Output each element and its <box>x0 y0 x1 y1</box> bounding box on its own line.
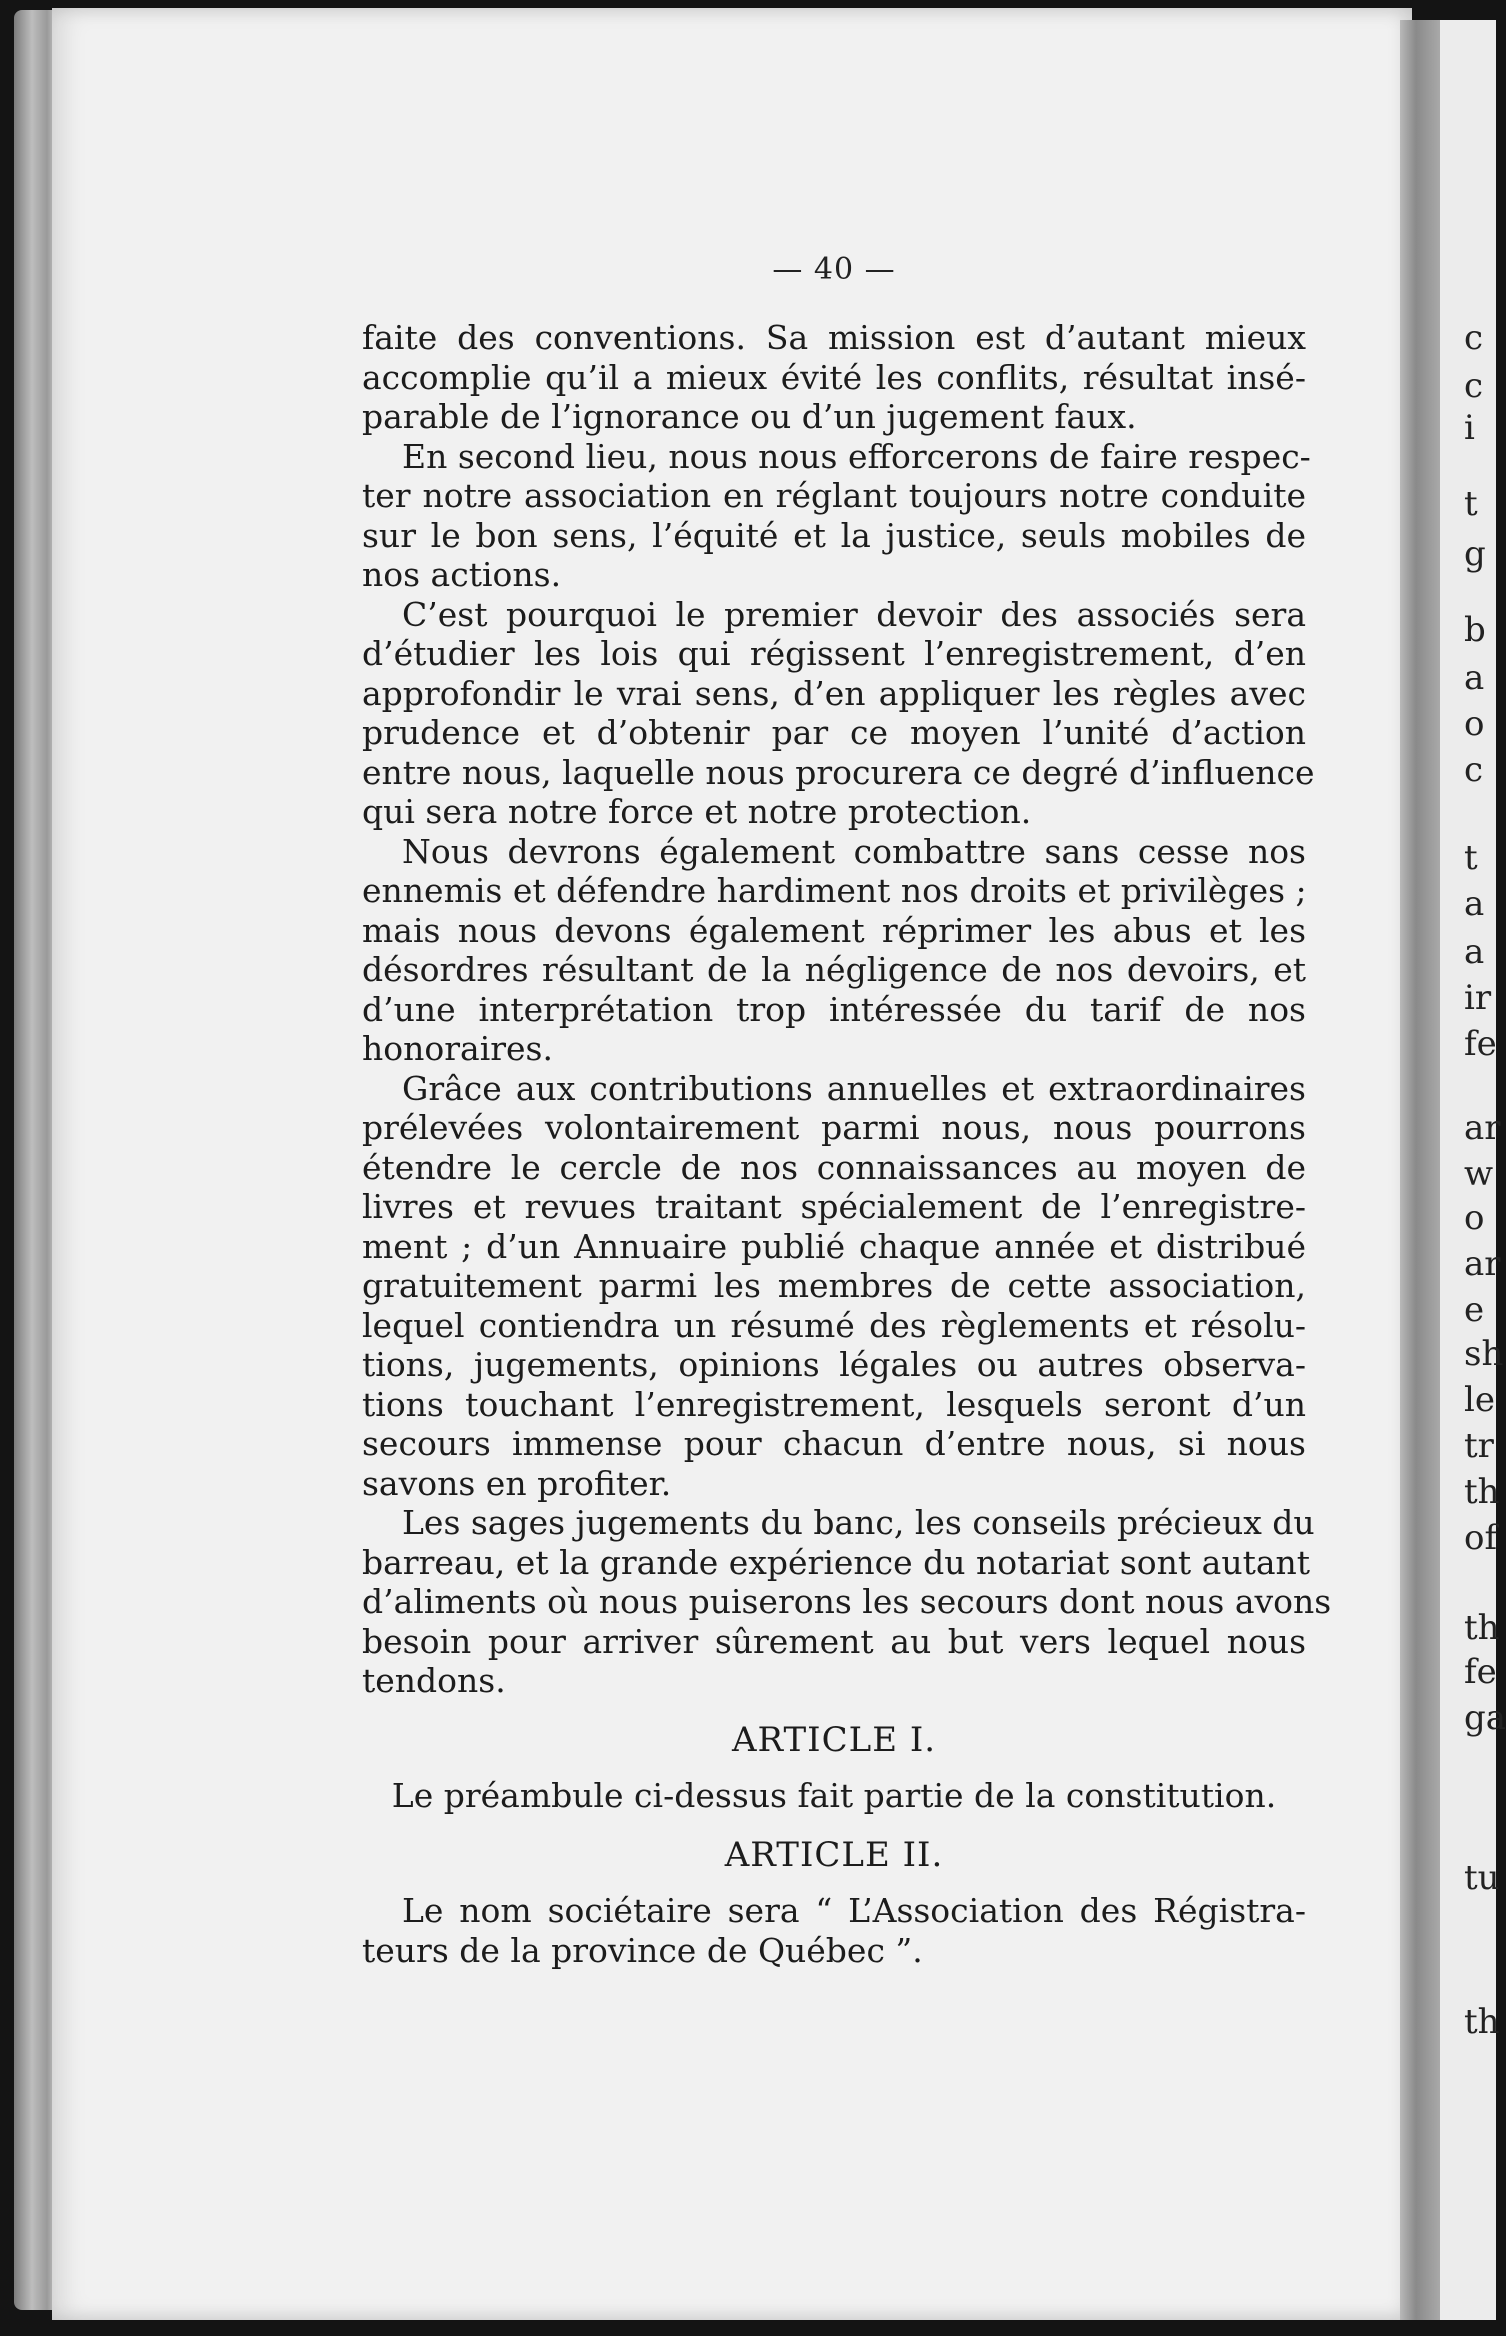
article-2-heading: ARTICLE II. <box>724 1834 944 1875</box>
text-line: barreau, et la grande expérience du notariat sont autant <box>362 1542 1311 1582</box>
text-line: teurs de la province de Québec ”. <box>362 1930 923 1970</box>
text-line: ennemis et défendre hardiment nos droits et privilèges ; <box>362 871 1307 910</box>
text-line: prudence et d’obtenir par ce moyen l’unité d’action <box>362 713 1306 752</box>
article-1-text: Le préambule ci-dessus fait partie de la constitution. <box>391 1776 1277 1815</box>
text-line: besoin pour arriver sûrement au but vers lequel nous <box>362 1621 1306 1661</box>
facing-page-letter: tr <box>1464 1426 1494 1466</box>
facing-page-letter: ar <box>1464 1244 1501 1284</box>
facing-page-letter: of <box>1464 1518 1498 1558</box>
article-1-heading: ARTICLE I. <box>731 1719 937 1760</box>
facing-page-letter: ga <box>1464 1698 1506 1738</box>
facing-page-letter: sh <box>1464 1334 1504 1374</box>
preamble-paragraphs <box>362 318 1332 1701</box>
facing-page-letter: c <box>1464 750 1484 790</box>
facing-page-letter: ir <box>1464 978 1492 1018</box>
facing-page-letter: c <box>1464 366 1484 406</box>
text-line: Grâce aux contributions annuelles et extraordinaires <box>402 1068 1306 1108</box>
facing-page-letter: th <box>1464 2002 1500 2042</box>
text-line: d’une interprétation trop intéressée du tarif de nos <box>362 989 1306 1029</box>
text-line: lequel contiendra un résumé des règlements et résolu- <box>362 1305 1306 1345</box>
text-line: sur le bon sens, l’équité et la justice, seuls mobiles de <box>362 515 1306 555</box>
text-line: En second lieu, nous nous efforcerons de faire respec- <box>402 436 1311 476</box>
facing-page-letter: o <box>1464 1198 1485 1238</box>
text-line: d’aliments où nous puiserons les secours dont nous avons <box>362 1582 1332 1621</box>
facing-page-letter: le <box>1464 1380 1495 1420</box>
facing-page-letter: a <box>1464 884 1485 924</box>
facing-page-letter: fe <box>1464 1652 1497 1692</box>
facing-page-letter: th <box>1464 1472 1500 1512</box>
facing-page-letter: th <box>1464 1608 1500 1648</box>
facing-page-letter: e <box>1464 1290 1485 1330</box>
text-line: entre nous, laquelle nous procurera ce degré d’influence <box>362 752 1315 792</box>
facing-page-letter: i <box>1464 408 1475 448</box>
text-line: ment ; d’un Annuaire publié chaque année et distribué <box>362 1226 1306 1266</box>
text-line: Le nom sociétaire sera “ L’Association des Régistra- <box>402 1891 1306 1930</box>
text-line: secours immense pour chacun d’entre nous, si nous <box>362 1424 1306 1463</box>
text-line: tions touchant l’enregistrement, lesquels seront d’un <box>362 1384 1306 1424</box>
text-line: accomplie qu’il a mieux évité les conflits, résultat insé- <box>362 357 1306 397</box>
book-gutter <box>1400 20 1440 2320</box>
text-line: savons en profiter. <box>362 1463 672 1503</box>
facing-page-letter: ar <box>1464 1108 1501 1148</box>
facing-page-letter: a <box>1464 658 1485 698</box>
facing-page-letter: c <box>1464 318 1484 358</box>
text-line: Les sages jugements du banc, les conseils précieux du <box>402 1503 1315 1542</box>
facing-page-letter: fe <box>1464 1024 1497 1064</box>
facing-page-letter: t <box>1464 484 1478 524</box>
text-line: tendons. <box>362 1661 506 1700</box>
facing-page-letter: t <box>1464 838 1478 878</box>
paragraph <box>362 832 1306 1069</box>
facing-page-letter: g <box>1464 534 1486 574</box>
text-line: d’étudier les lois qui régissent l’enregistrement, d’en <box>362 634 1306 673</box>
text-line: faite des conventions. Sa mission est d’autant mieux <box>362 318 1306 357</box>
text-line: prélevées volontairement parmi nous, nous pourrons <box>362 1108 1306 1147</box>
text-line: tions, jugements, opinions légales ou autres observa- <box>362 1345 1306 1384</box>
text-line: ter notre association en réglant toujours notre conduite <box>362 476 1306 515</box>
paragraph <box>362 318 1306 437</box>
text-line: Nous devrons également combattre sans cesse nos <box>402 831 1306 871</box>
paragraph <box>362 436 1311 595</box>
page-number: — 40 — <box>772 252 896 287</box>
text-line: étendre le cercle de nos connaissances au moyen de <box>362 1147 1306 1187</box>
paragraph <box>362 1069 1306 1504</box>
facing-page-letter: w <box>1464 1154 1494 1194</box>
paragraph <box>362 594 1315 832</box>
text-line: désordres résultant de la négligence de nos devoirs, et <box>362 950 1306 989</box>
facing-page-letter: a <box>1464 932 1485 972</box>
page-text <box>362 252 1332 1970</box>
text-line: livres et revues traitant spécialement de l’enregistre- <box>362 1187 1306 1226</box>
text-line: approfondir le vrai sens, d’en appliquer les règles avec <box>362 673 1306 713</box>
text-line: mais nous devons également réprimer les abus et les <box>362 910 1306 950</box>
facing-page-letter: b <box>1464 610 1486 650</box>
facing-page-fragment <box>1440 20 1506 2320</box>
text-line: qui sera notre force et notre protection. <box>362 792 1032 831</box>
facing-page-letter: tu <box>1464 1858 1500 1898</box>
text-line: honoraires. <box>362 1029 553 1068</box>
paragraph <box>362 1503 1332 1701</box>
text-line: nos actions. <box>362 555 562 594</box>
facing-page-letter: o <box>1464 704 1485 744</box>
text-line: gratuitement parmi les membres de cette association, <box>362 1266 1306 1305</box>
text-line: C’est pourquoi le premier devoir des associés sera <box>402 594 1306 634</box>
text-line: parable de l’ignorance ou d’un jugement faux. <box>362 397 1137 436</box>
article-2-text <box>362 1891 1306 1970</box>
